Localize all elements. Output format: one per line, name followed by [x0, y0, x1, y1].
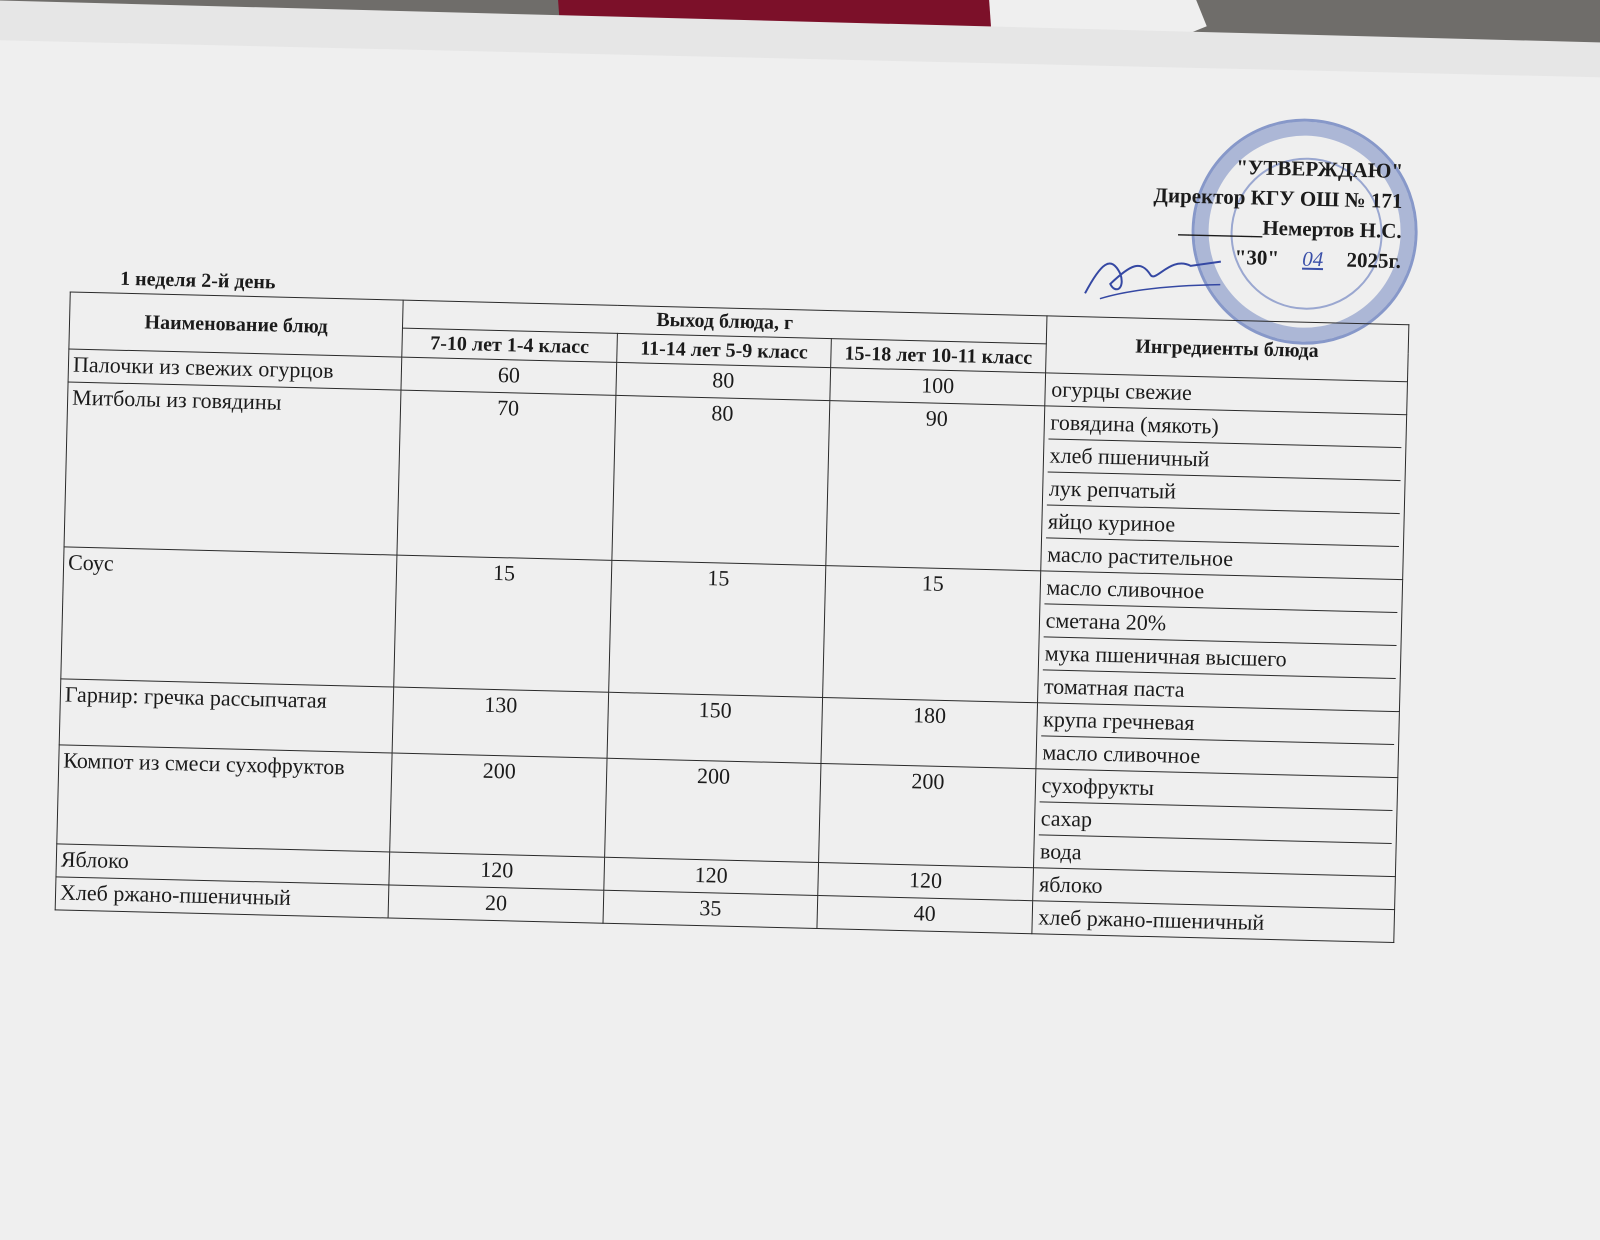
ingredient-item: масло растительное — [1046, 541, 1234, 572]
approval-signer: ________Немертов Н.С. — [1178, 213, 1402, 244]
output-15-18: 40 — [817, 895, 1032, 933]
ingredient-item: масло сливочное — [1044, 571, 1398, 613]
ingredients-cell — [1036, 703, 1400, 778]
output-7-10: 70 — [397, 390, 615, 560]
ingredient-item: хлеб пшеничный — [1047, 439, 1401, 481]
output-15-18: 120 — [818, 862, 1033, 900]
output-11-14: 120 — [604, 857, 819, 895]
output-11-14: 150 — [607, 692, 823, 763]
output-7-10: 15 — [394, 555, 612, 692]
ingredient-item: масло сливочное — [1042, 739, 1201, 769]
header-output: Выход блюда, г — [403, 300, 1047, 344]
dish-name: Яблоко — [56, 844, 390, 885]
header-age-7-10: 7-10 лет 1-4 класс — [402, 328, 617, 362]
ingredients-cell — [1033, 769, 1398, 877]
ingredient-item: сметана 20% — [1043, 604, 1397, 646]
ingredients-cell — [1037, 571, 1403, 712]
ingredient-item: яблоко — [1038, 871, 1103, 898]
output-7-10: 120 — [389, 852, 604, 890]
menu-table — [55, 292, 1410, 944]
ingredient-item: говядина (мякоть) — [1048, 406, 1402, 448]
ingredient-item: яйцо куриное — [1046, 505, 1400, 547]
table-row — [64, 382, 1407, 580]
header-ingredients: Ингредиенты блюда — [1045, 316, 1409, 382]
ingredient-item: вода — [1039, 838, 1082, 865]
approval-position: Директор КГУ ОШ № 171 — [1153, 182, 1403, 214]
menu-period: 1 неделя 2-й день — [119, 267, 276, 294]
approval-title: "УТВЕРЖДАЮ" — [1236, 154, 1404, 184]
dish-name: Соус — [61, 547, 397, 687]
dish-name: Гарнир: гречка рассыпчатая — [59, 679, 394, 753]
dish-name: Митболы из говядины — [64, 382, 401, 555]
output-15-18: 200 — [819, 764, 1036, 868]
output-11-14: 200 — [604, 758, 821, 862]
output-11-14: 80 — [612, 395, 830, 565]
output-15-18: 100 — [830, 368, 1045, 406]
ingredient-item: сахар — [1038, 802, 1392, 844]
output-7-10: 20 — [388, 885, 603, 923]
ingredient-item: мука пшеничная высшего — [1042, 637, 1396, 679]
output-7-10: 130 — [392, 687, 608, 758]
output-15-18: 180 — [821, 698, 1037, 769]
output-15-18: 15 — [823, 566, 1041, 703]
dish-name: Палочки из свежих огурцов — [68, 349, 402, 390]
handwritten-signature — [1080, 233, 1232, 317]
output-15-18: 90 — [826, 401, 1044, 571]
ingredient-item: томатная паста — [1043, 673, 1185, 702]
output-11-14: 80 — [616, 362, 831, 400]
ingredient-item: крупа гречневая — [1041, 703, 1395, 745]
approval-date: "30" 04 2025г. — [1234, 244, 1402, 274]
ingredient-item: сухофрукты — [1039, 769, 1393, 811]
output-11-14: 35 — [603, 890, 818, 928]
output-7-10: 200 — [390, 753, 607, 857]
ingredients-cell — [1040, 406, 1406, 580]
ingredient-item: хлеб ржано-пшеничный — [1038, 904, 1265, 935]
ingredient-item: огурцы свежие — [1050, 376, 1193, 405]
dish-name: Компот из смеси сухофруктов — [57, 745, 393, 852]
dish-name: Хлеб ржано-пшеничный — [55, 877, 389, 918]
header-age-15-18: 15-18 лет 10-11 класс — [831, 339, 1046, 373]
output-11-14: 15 — [608, 560, 826, 697]
ingredient-item: лук репчатый — [1046, 472, 1400, 514]
header-age-11-14: 11-14 лет 5-9 класс — [616, 333, 831, 367]
output-7-10: 60 — [401, 357, 616, 395]
header-dish-name: Наименование блюд — [69, 292, 404, 357]
